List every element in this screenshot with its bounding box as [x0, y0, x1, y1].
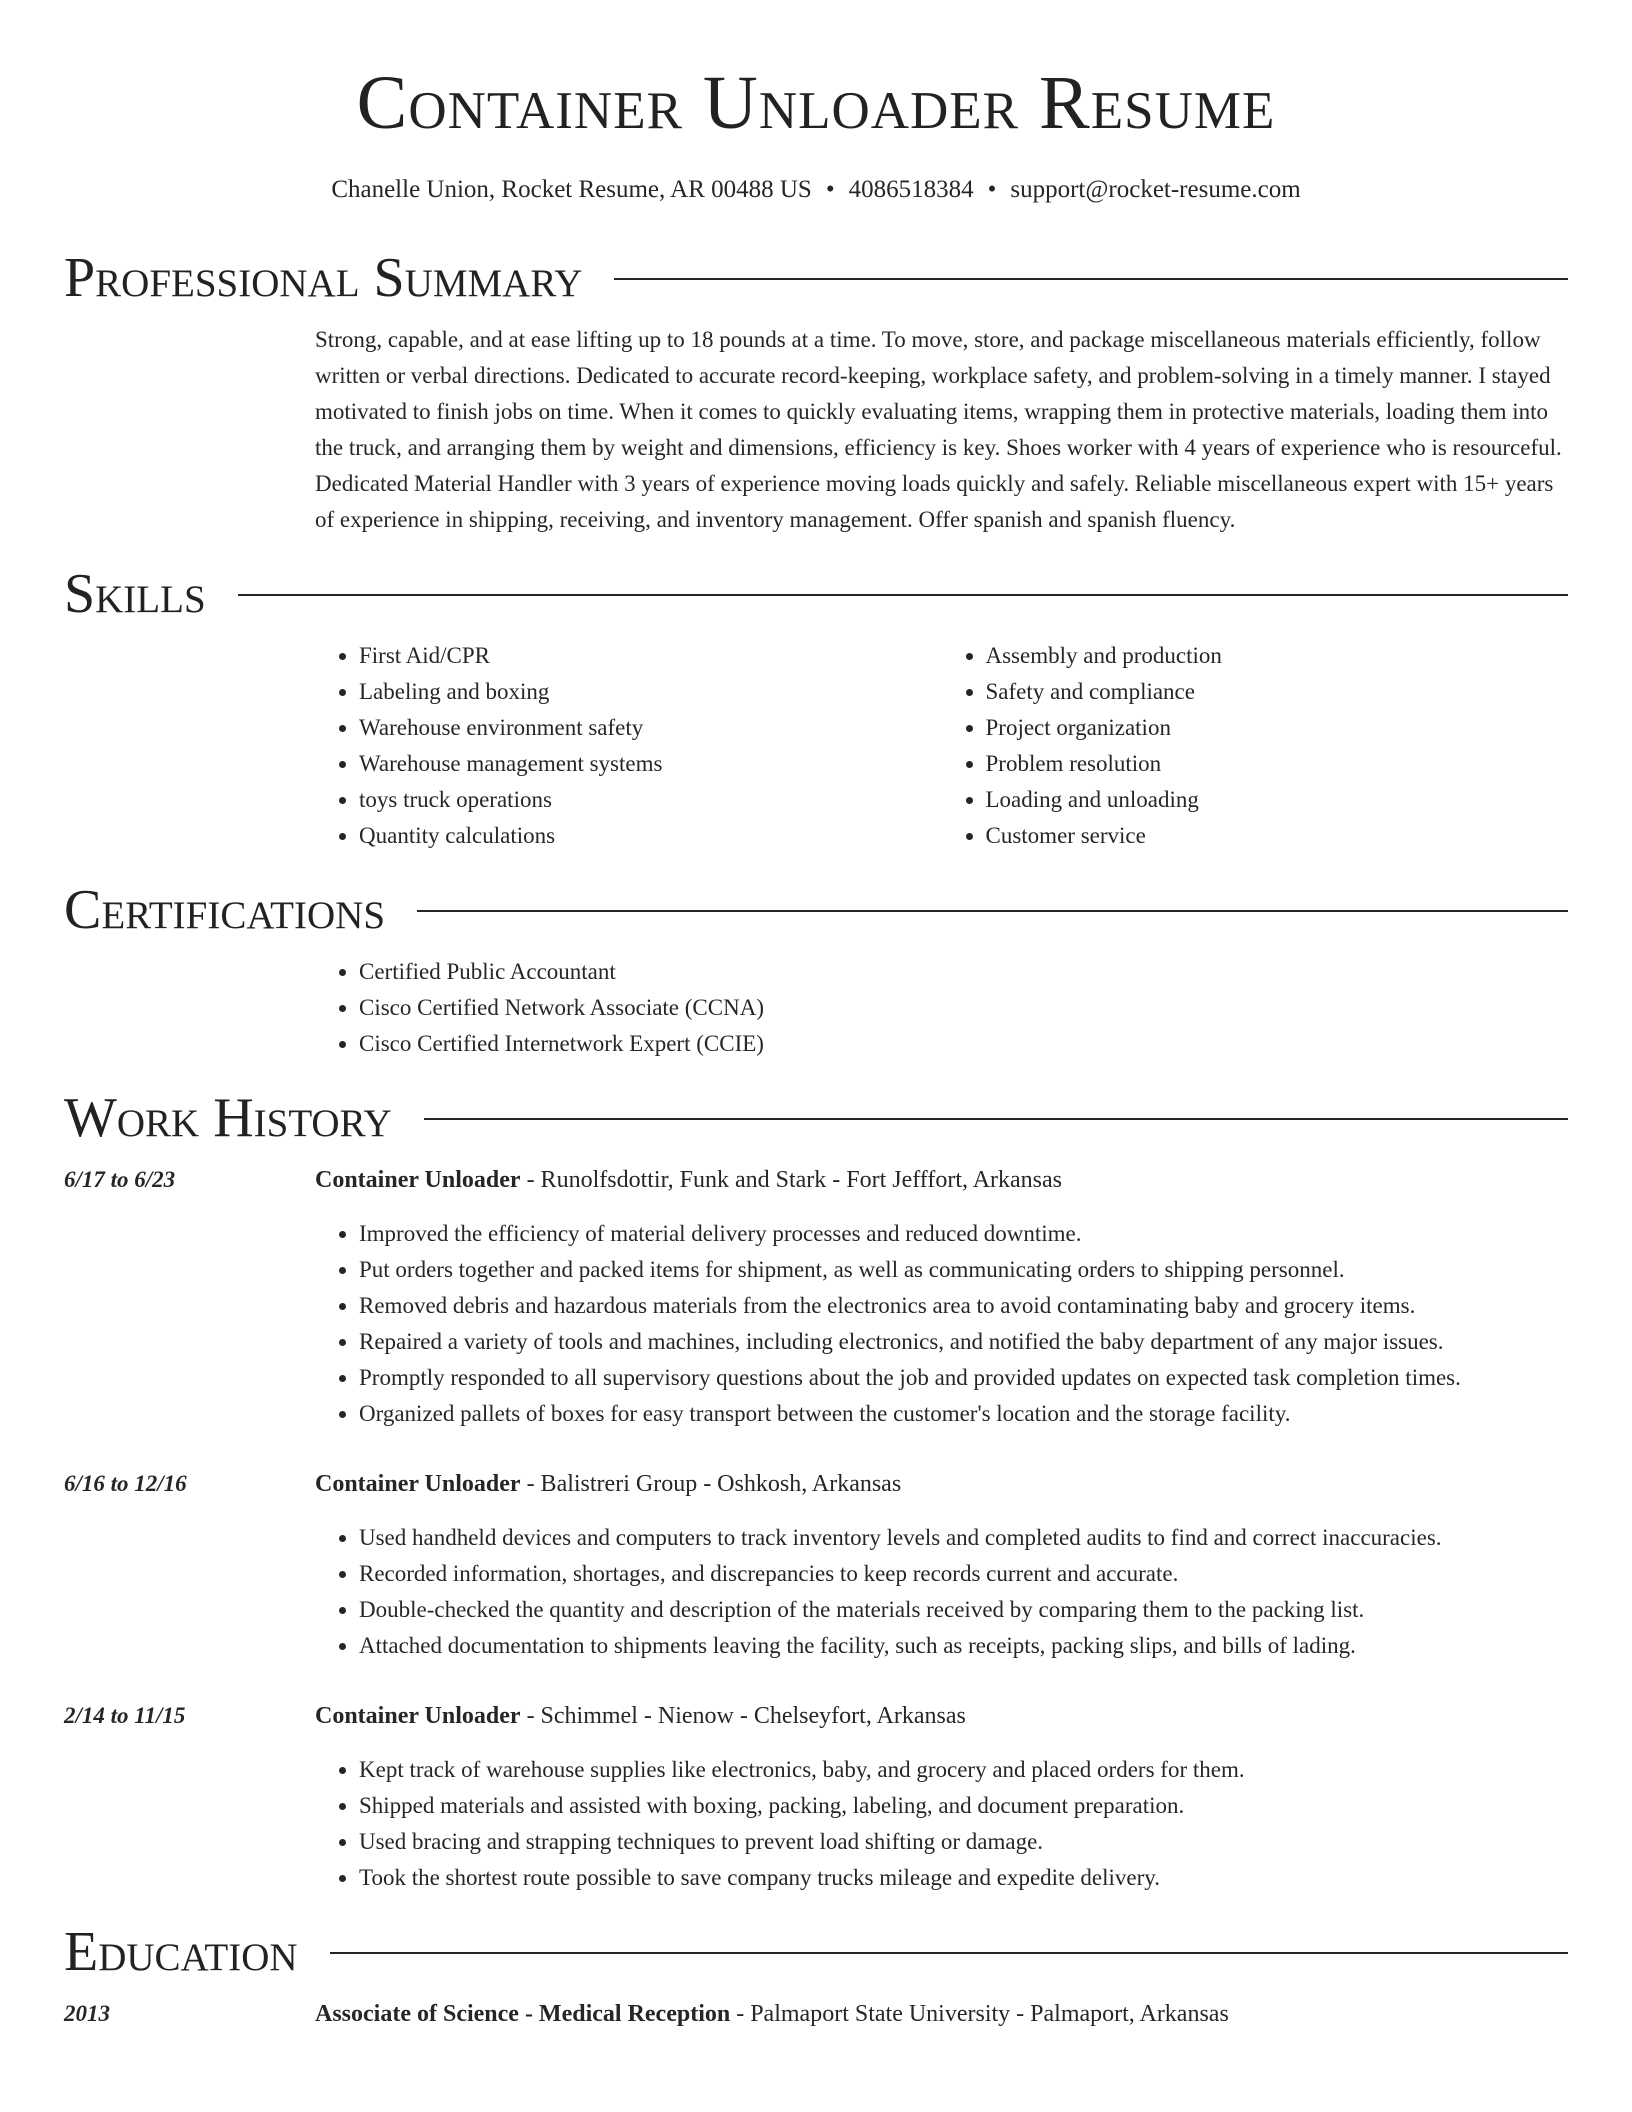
skill-item: • Loading and unloading [986, 782, 1569, 818]
education-heading [315, 1996, 1568, 2032]
job-heading [315, 1466, 1568, 1502]
certification-item: • Cisco Certified Internetwork Expert (CCIE) [359, 1026, 1568, 1062]
certification-item: • Cisco Certified Network Associate (CCNA) [359, 990, 1568, 1026]
education-entry [64, 1996, 1568, 2032]
section-rule [417, 910, 1568, 912]
job-duty: • Took the shortest route possible to save company trucks mileage and expedite delivery. [359, 1860, 1568, 1896]
skill-item: • Customer service [986, 818, 1569, 854]
job-company-location: - Balistreri Group - Oshkosh, Arkansas [520, 1471, 902, 1497]
education-school-location: - Palmaport State University - Palmaport, Arkansas [730, 2001, 1229, 2027]
contact-line [64, 174, 1568, 206]
job-duty: • Removed debris and hazardous materials from the electronics area to avoid contaminating baby and grocery items. [359, 1288, 1568, 1324]
job-duties [315, 1520, 1568, 1664]
skill-item: • Labeling and boxing [359, 674, 942, 710]
job-entry [64, 1466, 1568, 1664]
skill-item: • Assembly and production [986, 638, 1569, 674]
skill-item: • Problem resolution [986, 746, 1569, 782]
skill-item: • Project organization [986, 710, 1569, 746]
job-company-location: - Schimmel - Nienow - Chelseyfort, Arkansas [520, 1703, 966, 1729]
section-rule [330, 1952, 1568, 1954]
job-dates: 6/17 to 6/23 [64, 1167, 176, 1192]
job-dates: 2/14 to 11/15 [64, 1703, 186, 1728]
job-duty: • Double-checked the quantity and description of the materials received by comparing them to the packing list. [359, 1592, 1568, 1628]
skills-list [315, 638, 1568, 854]
job-duty: • Promptly responded to all supervisory questions about the job and provided updates on expected task completion times. [359, 1360, 1568, 1396]
job-duty: • Kept track of warehouse supplies like electronics, baby, and grocery and placed orders for them. [359, 1752, 1568, 1788]
job-duties [315, 1216, 1568, 1432]
certifications-list [315, 954, 1568, 1062]
job-dates: 6/16 to 12/16 [64, 1471, 187, 1496]
education-degree: Associate of Science - Medical Reception [315, 2001, 731, 2027]
section-heading-certifications [64, 880, 1568, 940]
job-duty: • Attached documentation to shipments leaving the facility, such as receipts, packing slips, and bills of lading. [359, 1628, 1568, 1664]
skill-item: • toys truck operations [359, 782, 942, 818]
contact-email: support@rocket-resume.com [1010, 176, 1301, 203]
section-title: Skills [64, 563, 206, 625]
section-title: Professional Summary [64, 247, 583, 309]
summary-text: Strong, capable, and at ease lifting up to 18 pounds at a time. To move, store, and package miscellaneous materials efficiently, follow written or verbal directions. Dedicated to accurate record-keeping, workplace safety, and problem-solving in a timely manner. I stayed motivated to finish jobs on time. When it comes to quickly evaluating items, wrapping them in protective materials, loading them into the truck, and arranging them by weight and dimensions, efficiency is key. Shoes worker with 4 years of experience who is resourceful. Dedicated Material Handler with 3 years of experience moving loads quickly and safely. Reliable miscellaneous expert with 15+ years of experience in shipping, receiving, and inventory management. Offer spanish and spanish fluency. [315, 327, 1562, 532]
skills-column-left [315, 638, 942, 854]
section-heading-skills [64, 564, 1568, 624]
section-rule [614, 278, 1568, 280]
skill-item: • Warehouse environment safety [359, 710, 942, 746]
resume-title: Container Unloader Resume [356, 61, 1276, 145]
job-duty: • Recorded information, shortages, and discrepancies to keep records current and accurate. [359, 1556, 1568, 1592]
job-duty: • Repaired a variety of tools and machines, including electronics, and notified the baby department of any major issues. [359, 1324, 1568, 1360]
contact-address: Chanelle Union, Rocket Resume, AR 00488 US [331, 176, 812, 203]
skill-item: • Quantity calculations [359, 818, 942, 854]
job-duty: • Used bracing and strapping techniques to prevent load shifting or damage. [359, 1824, 1568, 1860]
education-date: 2013 [64, 2001, 110, 2026]
section-heading-work-history [64, 1088, 1568, 1148]
skill-item: • First Aid/CPR [359, 638, 942, 674]
job-duty: • Shipped materials and assisted with boxing, packing, labeling, and document preparation. [359, 1788, 1568, 1824]
job-title: Container Unloader [315, 1167, 521, 1193]
job-duty: • Used handheld devices and computers to track inventory levels and completed audits to find and correct inaccuracies. [359, 1520, 1568, 1556]
contact-separator: • [987, 176, 997, 203]
job-entry [64, 1162, 1568, 1432]
section-title: Certifications [64, 879, 386, 941]
job-duty: • Put orders together and packed items for shipment, as well as communicating orders to shipping personnel. [359, 1252, 1568, 1288]
section-title: Education [64, 1921, 298, 1983]
skills-column-right [942, 638, 1569, 854]
job-duties [315, 1752, 1568, 1896]
section-rule [238, 594, 1568, 596]
job-company-location: - Runolfsdottir, Funk and Stark - Fort Jefffort, Arkansas [520, 1167, 1063, 1193]
job-heading [315, 1162, 1568, 1198]
section-heading-summary [64, 248, 1568, 308]
job-heading [315, 1698, 1568, 1734]
certification-item: • Certified Public Accountant [359, 954, 1568, 990]
job-entry [64, 1698, 1568, 1896]
contact-phone: 4086518384 [848, 176, 974, 203]
contact-separator: • [825, 176, 835, 203]
job-duty: • Organized pallets of boxes for easy transport between the customer's location and the storage facility. [359, 1396, 1568, 1432]
section-title: Work History [64, 1087, 392, 1149]
job-title: Container Unloader [315, 1703, 521, 1729]
resume-page [64, 0, 1568, 2032]
job-duty: • Improved the efficiency of material delivery processes and reduced downtime. [359, 1216, 1568, 1252]
section-rule [424, 1118, 1568, 1120]
skill-item: • Safety and compliance [986, 674, 1569, 710]
section-heading-education [64, 1922, 1568, 1982]
skill-item: • Warehouse management systems [359, 746, 942, 782]
job-title: Container Unloader [315, 1471, 521, 1497]
